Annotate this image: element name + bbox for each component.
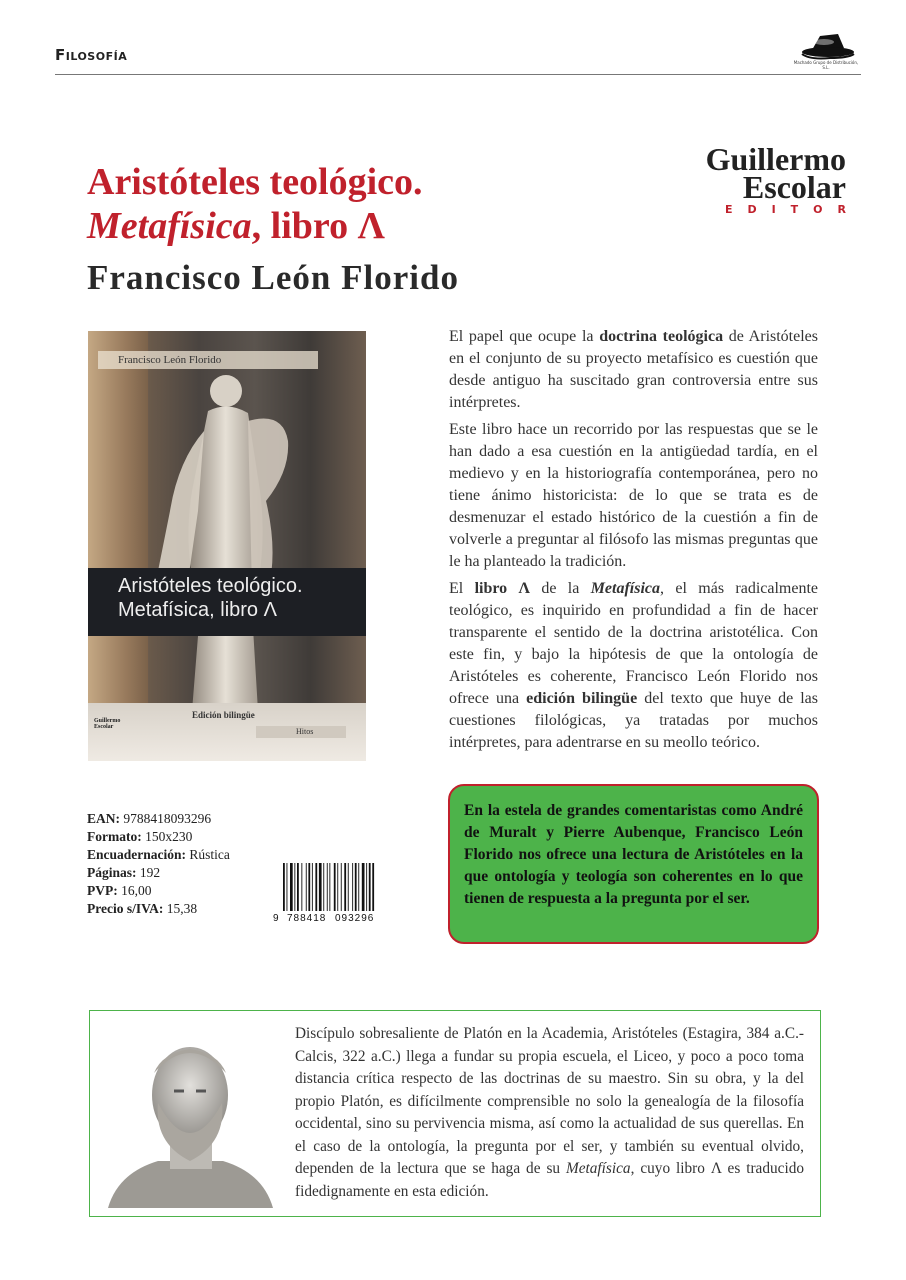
- book-cover: [88, 331, 366, 761]
- statue-illustration: [148, 351, 298, 721]
- barcode-bar: [348, 863, 349, 911]
- barcode-bar: [369, 863, 371, 911]
- barcode-bar: [294, 863, 295, 911]
- barcode-left-digits: 788418: [287, 913, 327, 923]
- spec-pages: Páginas: 192: [87, 865, 161, 880]
- cover-title-band: [88, 568, 366, 636]
- cover-edition: Edición bilingüe: [192, 710, 255, 720]
- spec-price-no-vat: Precio s/IVA: 15,38: [87, 901, 198, 916]
- author-name: Francisco León Florido: [87, 258, 459, 297]
- title-line-2: [87, 204, 423, 248]
- author-bio: Discípulo sobresaliente de Platón en la Academia, Aristóteles (Estagira, 384 a.C.-Calcis, 322 a.C.) llega a fundar su propia escuela, el Liceo, y poco a poco toma distancia crítica respecto de las doctrinas de su maestro. Sin su obra, y la del propio Platón, es difícilmente comprensible no solo la genealogía de la filosofía occidental, sino su pervivencia misma, así como la actualidad de sus querellas. En el caso de la ontología, la pregunta por el ser, y también su eventual olvido, dependen de la lectura que se haga de su Metafísica, cuyo libro Λ es traducido fidedignamente en esta edición.: [295, 1025, 804, 1200]
- barcode-bar: [334, 863, 336, 911]
- barcode-bar: [308, 863, 310, 911]
- section-label: Filosofía: [55, 46, 128, 64]
- barcode-bar: [355, 863, 357, 911]
- barcode-bar: [344, 863, 346, 911]
- highlight-quote: En la estela de grandes comentaristas como André de Muralt y Pierre Aubenque, Francisco León Florido nos ofrece una lectura de Aristóteles en la que ontología y teología son coherentes en lo que tienen de respuesta a la pregunta por el ser.: [448, 784, 819, 944]
- title-italic: Metafísica: [87, 205, 252, 247]
- barcode-bar: [362, 863, 365, 911]
- title-line-1: Aristóteles teológico.: [87, 161, 423, 203]
- spec-ean: EAN: 9788418093296: [87, 811, 212, 826]
- barcode: [273, 863, 385, 923]
- header-divider: [55, 74, 861, 75]
- barcode-bar: [283, 863, 285, 911]
- barcode-bar: [329, 863, 330, 911]
- cover-logo-line-1: Guillermo: [94, 718, 121, 724]
- cover-publisher-logo: [94, 718, 120, 730]
- barcode-bar: [337, 863, 338, 911]
- aristotle-bust-image: [108, 1033, 273, 1208]
- spec-binding: Encuadernación: Rústica: [87, 847, 230, 862]
- book-title: [87, 160, 423, 248]
- barcode-bar: [306, 863, 307, 911]
- barcode-bar: [301, 863, 302, 911]
- spec-pvp: PVP: 16,00: [87, 883, 152, 898]
- cover-logo-line-2: Escolar: [94, 724, 114, 730]
- barcode-bar: [312, 863, 313, 911]
- cover-author: Francisco León Florido: [98, 351, 318, 369]
- title-rest: , libro Λ: [251, 205, 385, 247]
- description-paragraph-3: El libro Λ de la Metafísica, el más radicalmente teológico, es inquirido en profundidad a fin de hacer transparente el sentido de la doctrina aristotélica. Con este fin, y bajo la hipótesis de que la ontología de Aristóteles es coherente, Francisco León Florido nos ofrece una edición bilingüe del texto que huye de las cuestiones filológicas, ya tratadas por muchos intérpretes, para adentrarse en su meollo teórico.: [449, 580, 819, 751]
- barcode-bar: [297, 863, 299, 911]
- publisher-line-3: EDITOR: [724, 203, 861, 216]
- barcode-bar: [366, 863, 367, 911]
- cover-title-line-1: Aristóteles teológico.: [118, 575, 303, 597]
- barcode-first-digit: 9: [273, 913, 279, 923]
- book-description: [449, 326, 818, 759]
- distributor-caption: Machado Grupo de Distribución, S.L.: [793, 60, 859, 70]
- spec-format: Formato: 150x230: [87, 829, 193, 844]
- hat-icon: [790, 28, 862, 62]
- description-paragraph-1: El papel que ocupe la doctrina teológica de Aristóteles en el conjunto de su proyecto metafísico es cuestión que desde antiguo ha suscitado gran controversia entre sus intérpretes.: [449, 328, 818, 411]
- barcode-bar: [315, 863, 317, 911]
- description-paragraph-2: Este libro hace un recorrido por las respuestas que se le han dado a esa cuestión en la antigüedad tardía, en el medievo y en la historiografía contemporánea, pero no tiene ánimo historicista: de lo que se trata es de desmenuzar el estado histórico de la cuestión a fin de volverle a preguntar al filósofo las mismas preguntas que le ha planteado la tradición.: [449, 421, 818, 570]
- publisher-line-1: Guillermo: [705, 141, 846, 177]
- publisher-line-2: Escolar: [742, 169, 846, 205]
- barcode-bar: [358, 863, 359, 911]
- cover-column: [88, 331, 148, 761]
- barcode-bar: [372, 863, 374, 911]
- barcode-bar: [319, 863, 322, 911]
- barcode-right-digits: 093296: [335, 913, 375, 923]
- barcode-bar: [341, 863, 342, 911]
- cover-series: Hitos: [256, 726, 346, 738]
- cover-title-line-2: Metafísica, libro Λ: [118, 599, 277, 621]
- barcode-bar: [327, 863, 328, 911]
- barcode-bar: [352, 863, 353, 911]
- barcode-bar: [323, 863, 324, 911]
- publisher-logo: [686, 141, 861, 216]
- book-specs: [87, 810, 230, 918]
- barcode-bar: [290, 863, 293, 911]
- barcode-bar: [287, 863, 288, 911]
- author-bio-box: [89, 1010, 821, 1217]
- distributor-logo: [790, 28, 862, 70]
